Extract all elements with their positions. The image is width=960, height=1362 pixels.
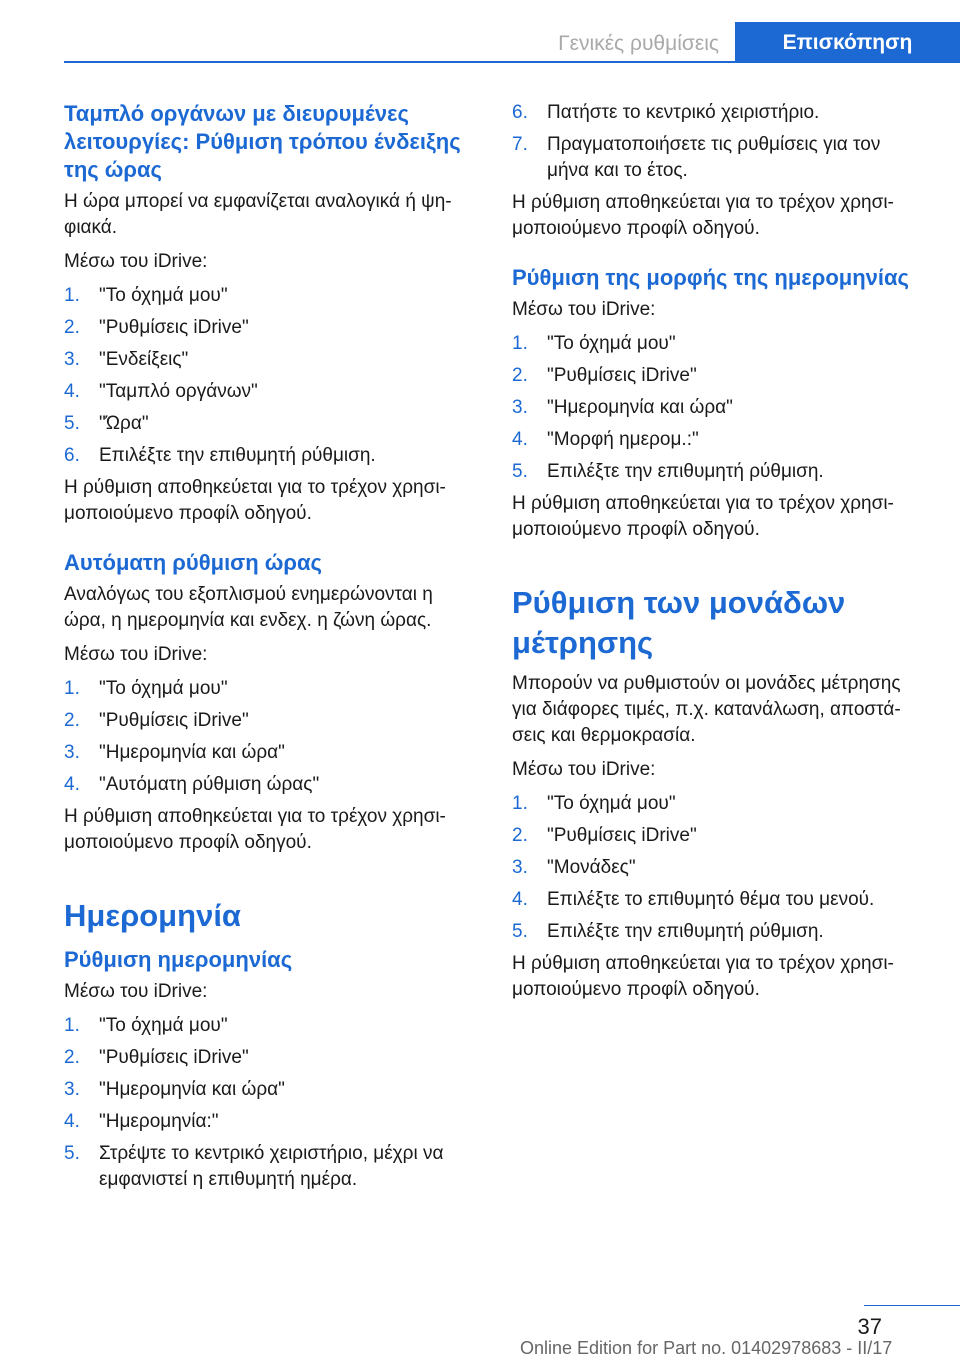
- left-column: [64, 100, 476, 1199]
- step-number: 4.: [64, 774, 80, 795]
- step-text: "Μονάδες": [547, 857, 636, 878]
- step-list: [64, 1013, 476, 1193]
- step-number: 5.: [512, 461, 528, 482]
- step-item: [512, 100, 924, 126]
- step-text: "Το όχημά μου": [99, 678, 228, 699]
- step-item: [64, 379, 476, 405]
- paragraph: Αναλόγως του εξοπλισμού ενημερώνονται η ώρα, η ημερομηνία και ενδεχ. η ζώνη ώρας.: [64, 584, 433, 631]
- section-title: Ταμπλό οργάνων με διευρυμένες λειτουργίες: Ρύθμιση τρόπου ένδειξης της ώρας: [64, 101, 461, 182]
- step-item: [512, 855, 924, 881]
- paragraph: Μέσω του iDrive:: [64, 251, 208, 272]
- section-auto-time: [64, 549, 476, 856]
- paragraph: Μέσω του iDrive:: [512, 299, 656, 320]
- step-text: Επιλέξτε την επιθυμητή ρύθμιση.: [99, 445, 376, 466]
- step-item: [512, 791, 924, 817]
- step-text: "Ταμπλό οργάνων": [99, 381, 258, 402]
- step-text: Πραγματοποιήσετε τις ρυθμίσεις για τον μήνα και το έτος.: [547, 134, 881, 181]
- step-list: [512, 100, 924, 184]
- header-section-tab[interactable]: Γενικές ρυθμίσεις: [558, 32, 719, 55]
- paragraph: Μέσω του iDrive:: [512, 759, 656, 780]
- step-item: [64, 740, 476, 766]
- step-item: [64, 1109, 476, 1135]
- step-number: 3.: [64, 1079, 80, 1100]
- step-text: "Ημερομηνία και ώρα": [547, 397, 733, 418]
- step-item: [64, 1045, 476, 1071]
- step-text: "Αυτόματη ρύθμιση ώρας": [99, 774, 320, 795]
- step-item: [512, 919, 924, 945]
- step-list: [512, 331, 924, 485]
- paragraph: Μπορούν να ρυθμιστούν οι μονάδες μέτρησης για διάφορες τιμές, π.χ. κατανάλωση, αποστά-σεις και θερμοκρασία.: [512, 673, 901, 746]
- section-date-format: [512, 264, 924, 543]
- step-text: "Ρυθμίσεις iDrive": [99, 710, 249, 731]
- step-text: "Ρυθμίσεις iDrive": [99, 317, 249, 338]
- step-item: [512, 887, 924, 913]
- note: Η ρύθμιση αποθηκεύεται για το τρέχον χρησι-μοποιούμενο προφίλ οδηγού.: [64, 806, 446, 853]
- step-text: "Ημερομηνία και ώρα": [99, 1079, 285, 1100]
- section-title: Ρύθμιση ημερομηνίας: [64, 947, 293, 972]
- step-item: [512, 395, 924, 421]
- step-text: "Ημερομηνία:": [99, 1111, 219, 1132]
- step-number: 1.: [512, 333, 528, 354]
- step-item: [64, 1141, 476, 1193]
- note: Η ρύθμιση αποθηκεύεται για το τρέχον χρησι-μοποιούμενο προφίλ οδηγού.: [64, 477, 446, 524]
- step-text: "Το όχημά μου": [99, 285, 228, 306]
- step-number: 2.: [64, 710, 80, 731]
- step-text: "Το όχημά μου": [99, 1015, 228, 1036]
- footer-rule: [864, 1305, 960, 1306]
- step-number: 3.: [512, 857, 528, 878]
- right-column: [512, 100, 924, 1011]
- step-list: [512, 791, 924, 945]
- step-number: 5.: [64, 413, 80, 434]
- step-number: 5.: [512, 921, 528, 942]
- step-text: Πατήστε το κεντρικό χειριστήριο.: [547, 102, 820, 123]
- step-item: [64, 443, 476, 469]
- step-item: [64, 1077, 476, 1103]
- step-text: "Ενδείξεις": [99, 349, 189, 370]
- step-item: [512, 459, 924, 485]
- step-text: "Ρυθμίσεις iDrive": [99, 1047, 249, 1068]
- step-number: 6.: [512, 102, 528, 123]
- section-set-date: [64, 946, 476, 1193]
- step-item: [512, 823, 924, 849]
- step-item: [64, 283, 476, 309]
- step-item: [64, 411, 476, 437]
- step-text: Επιλέξτε το επιθυμητό θέμα του μενού.: [547, 889, 875, 910]
- step-item: [512, 331, 924, 357]
- step-number: 1.: [64, 678, 80, 699]
- note: Η ρύθμιση αποθηκεύεται για το τρέχον χρησι-μοποιούμενο προφίλ οδηγού.: [512, 493, 894, 540]
- step-number: 4.: [512, 889, 528, 910]
- step-text: "Μορφή ημερομ.:": [547, 429, 699, 450]
- step-text: Επιλέξτε την επιθυμητή ρύθμιση.: [547, 461, 824, 482]
- step-item: [512, 363, 924, 389]
- step-item: [64, 1013, 476, 1039]
- section-cluster-time-mode: [64, 100, 476, 527]
- note: Η ρύθμιση αποθηκεύεται για το τρέχον χρησι-μοποιούμενο προφίλ οδηγού.: [512, 953, 894, 1000]
- section-set-date-continued: [512, 100, 924, 242]
- step-text: "Ημερομηνία και ώρα": [99, 742, 285, 763]
- step-text: "Το όχημά μου": [547, 333, 676, 354]
- step-number: 3.: [512, 397, 528, 418]
- step-list: [64, 676, 476, 798]
- step-number: 6.: [64, 445, 80, 466]
- step-number: 1.: [64, 285, 80, 306]
- chapter-title: Ρύθμιση των μονάδων μέτρησης: [512, 585, 846, 660]
- header-active-tab[interactable]: Επισκόπηση: [735, 22, 960, 63]
- step-item: [64, 315, 476, 341]
- step-number: 1.: [512, 793, 528, 814]
- section-title: Αυτόματη ρύθμιση ώρας: [64, 550, 322, 575]
- step-text: "Ώρα": [99, 413, 149, 434]
- step-number: 5.: [64, 1143, 80, 1164]
- step-text: "Ρυθμίσεις iDrive": [547, 365, 697, 386]
- page-header: [0, 22, 960, 62]
- paragraph: Μέσω του iDrive:: [64, 644, 208, 665]
- step-number: 2.: [512, 365, 528, 386]
- step-number: 7.: [512, 134, 528, 155]
- page-number: 37: [857, 1314, 882, 1339]
- step-text: Στρέψτε το κεντρικό χειριστήριο, μέχρι να εμφανιστεί η επιθυμητή ημέρα.: [99, 1143, 444, 1190]
- section-title: Ρύθμιση της μορφής της ημερομηνίας: [512, 265, 909, 290]
- step-text: "Ρυθμίσεις iDrive": [547, 825, 697, 846]
- step-number: 2.: [64, 317, 80, 338]
- step-item: [64, 708, 476, 734]
- step-item: [64, 676, 476, 702]
- step-number: 2.: [64, 1047, 80, 1068]
- step-text: Επιλέξτε την επιθυμητή ρύθμιση.: [547, 921, 824, 942]
- edition-note: Online Edition for Part no. 01402978683 - II/17: [520, 1338, 893, 1358]
- step-text: "Το όχημά μου": [547, 793, 676, 814]
- step-number: 4.: [64, 381, 80, 402]
- step-item: [512, 132, 924, 184]
- step-number: 4.: [64, 1111, 80, 1132]
- step-item: [512, 427, 924, 453]
- note: Η ρύθμιση αποθηκεύεται για το τρέχον χρησι-μοποιούμενο προφίλ οδηγού.: [512, 192, 894, 239]
- step-number: 2.: [512, 825, 528, 846]
- step-number: 3.: [64, 742, 80, 763]
- step-number: 3.: [64, 349, 80, 370]
- step-list: [64, 283, 476, 469]
- paragraph: Μέσω του iDrive:: [64, 981, 208, 1002]
- chapter-title: Ημερομηνία: [64, 898, 241, 933]
- step-number: 4.: [512, 429, 528, 450]
- paragraph: Η ώρα μπορεί να εμφανίζεται αναλογικά ή ψη-φιακά.: [64, 191, 452, 238]
- step-number: 1.: [64, 1015, 80, 1036]
- section-units: [512, 583, 924, 1003]
- step-item: [64, 772, 476, 798]
- step-item: [64, 347, 476, 373]
